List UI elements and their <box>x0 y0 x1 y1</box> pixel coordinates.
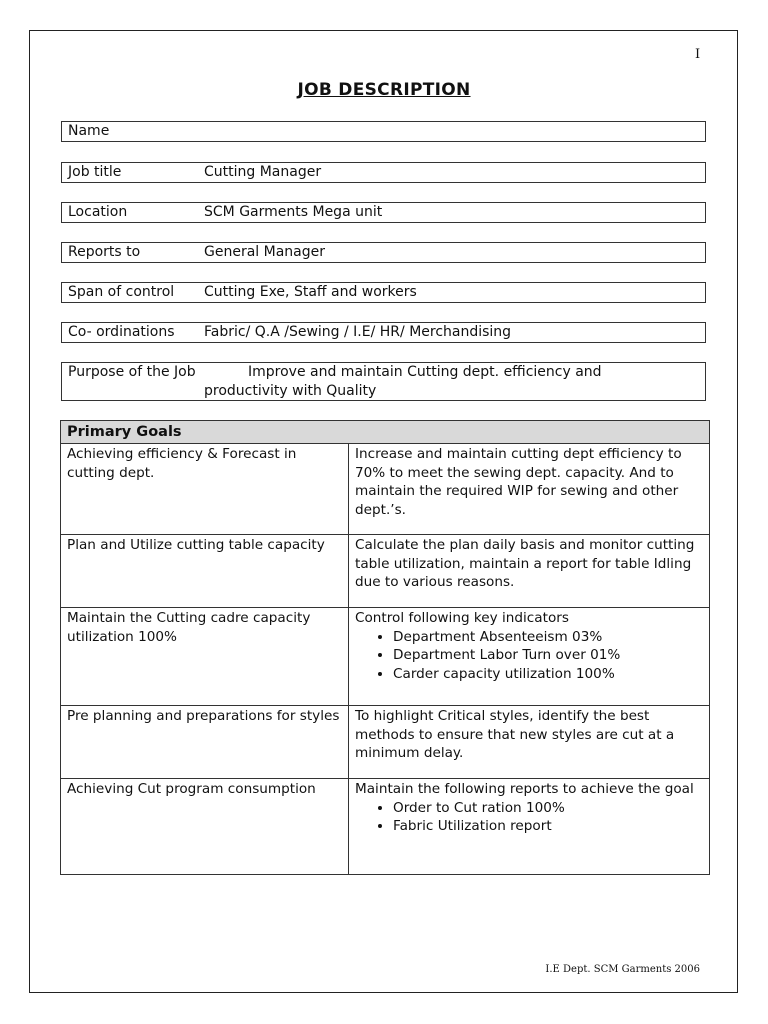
list-item: • Carder capacity utilization 100% <box>393 665 703 684</box>
list-item: • Department Absenteeism 03% <box>393 628 703 647</box>
page-number: I <box>695 47 701 62</box>
primary-goals-table <box>60 420 710 875</box>
purpose-value-line1: Improve and maintain Cutting dept. efficiency and <box>248 364 602 380</box>
goal-cell: Plan and Utilize cutting table capacity <box>61 535 349 608</box>
location-label: Location <box>68 204 128 220</box>
detail-text: Control following key indicators <box>355 610 569 626</box>
footer-text: I.E Dept. SCM Garments 2006 <box>545 964 700 975</box>
purpose-value-line2: productivity with Quality <box>204 383 377 399</box>
table-row <box>61 779 710 875</box>
bullet-list <box>355 628 703 684</box>
goal-cell: Achieving Cut program consumption <box>61 779 349 875</box>
page-title: JOB DESCRIPTION <box>297 80 471 100</box>
span-of-control-field <box>61 282 706 303</box>
location-value: SCM Garments Mega unit <box>204 204 383 220</box>
job-title-label: Job title <box>68 164 122 180</box>
co-ordinations-field <box>61 322 706 343</box>
list-item: • Department Labor Turn over 01% <box>393 646 703 665</box>
reports-to-value: General Manager <box>204 244 325 260</box>
detail-cell: Increase and maintain cutting dept efficiency to 70% to meet the sewing dept. capacity. And to maintain the required WIP for sewing and other dept.’s. <box>349 444 710 535</box>
span-of-control-value: Cutting Exe, Staff and workers <box>204 284 417 300</box>
detail-cell: Calculate the plan daily basis and monitor cutting table utilization, maintain a report for table Idling due to various reasons. <box>349 535 710 608</box>
detail-cell <box>349 779 710 875</box>
goals-header: Primary Goals <box>61 421 710 444</box>
table-row <box>61 706 710 779</box>
list-item: • Order to Cut ration 100% <box>393 799 703 818</box>
detail-text: Maintain the following reports to achieve the goal <box>355 781 694 797</box>
detail-cell: To highlight Critical styles, identify the best methods to ensure that new styles are cut at a minimum delay. <box>349 706 710 779</box>
bullet-list <box>355 799 703 836</box>
reports-to-label: Reports to <box>68 244 141 260</box>
goals-header-row <box>61 421 710 444</box>
co-ordinations-label: Co- ordinations <box>68 324 175 340</box>
goal-cell: Maintain the Cutting cadre capacity utilization 100% <box>61 608 349 706</box>
purpose-field <box>61 362 706 401</box>
table-row <box>61 444 710 535</box>
goal-cell: Achieving efficiency & Forecast in cutting dept. <box>61 444 349 535</box>
reports-to-field <box>61 242 706 263</box>
table-row <box>61 608 710 706</box>
span-of-control-label: Span of control <box>68 284 175 300</box>
name-label: Name <box>68 123 110 139</box>
co-ordinations-value: Fabric/ Q.A /Sewing / I.E/ HR/ Merchandising <box>204 324 512 340</box>
list-item: • Fabric Utilization report <box>393 817 703 836</box>
table-row <box>61 535 710 608</box>
detail-cell <box>349 608 710 706</box>
goal-cell: Pre planning and preparations for styles <box>61 706 349 779</box>
job-title-field <box>61 162 706 183</box>
purpose-label: Purpose of the Job <box>68 364 196 380</box>
job-title-value: Cutting Manager <box>204 164 322 180</box>
location-field <box>61 202 706 223</box>
name-field <box>61 121 706 142</box>
